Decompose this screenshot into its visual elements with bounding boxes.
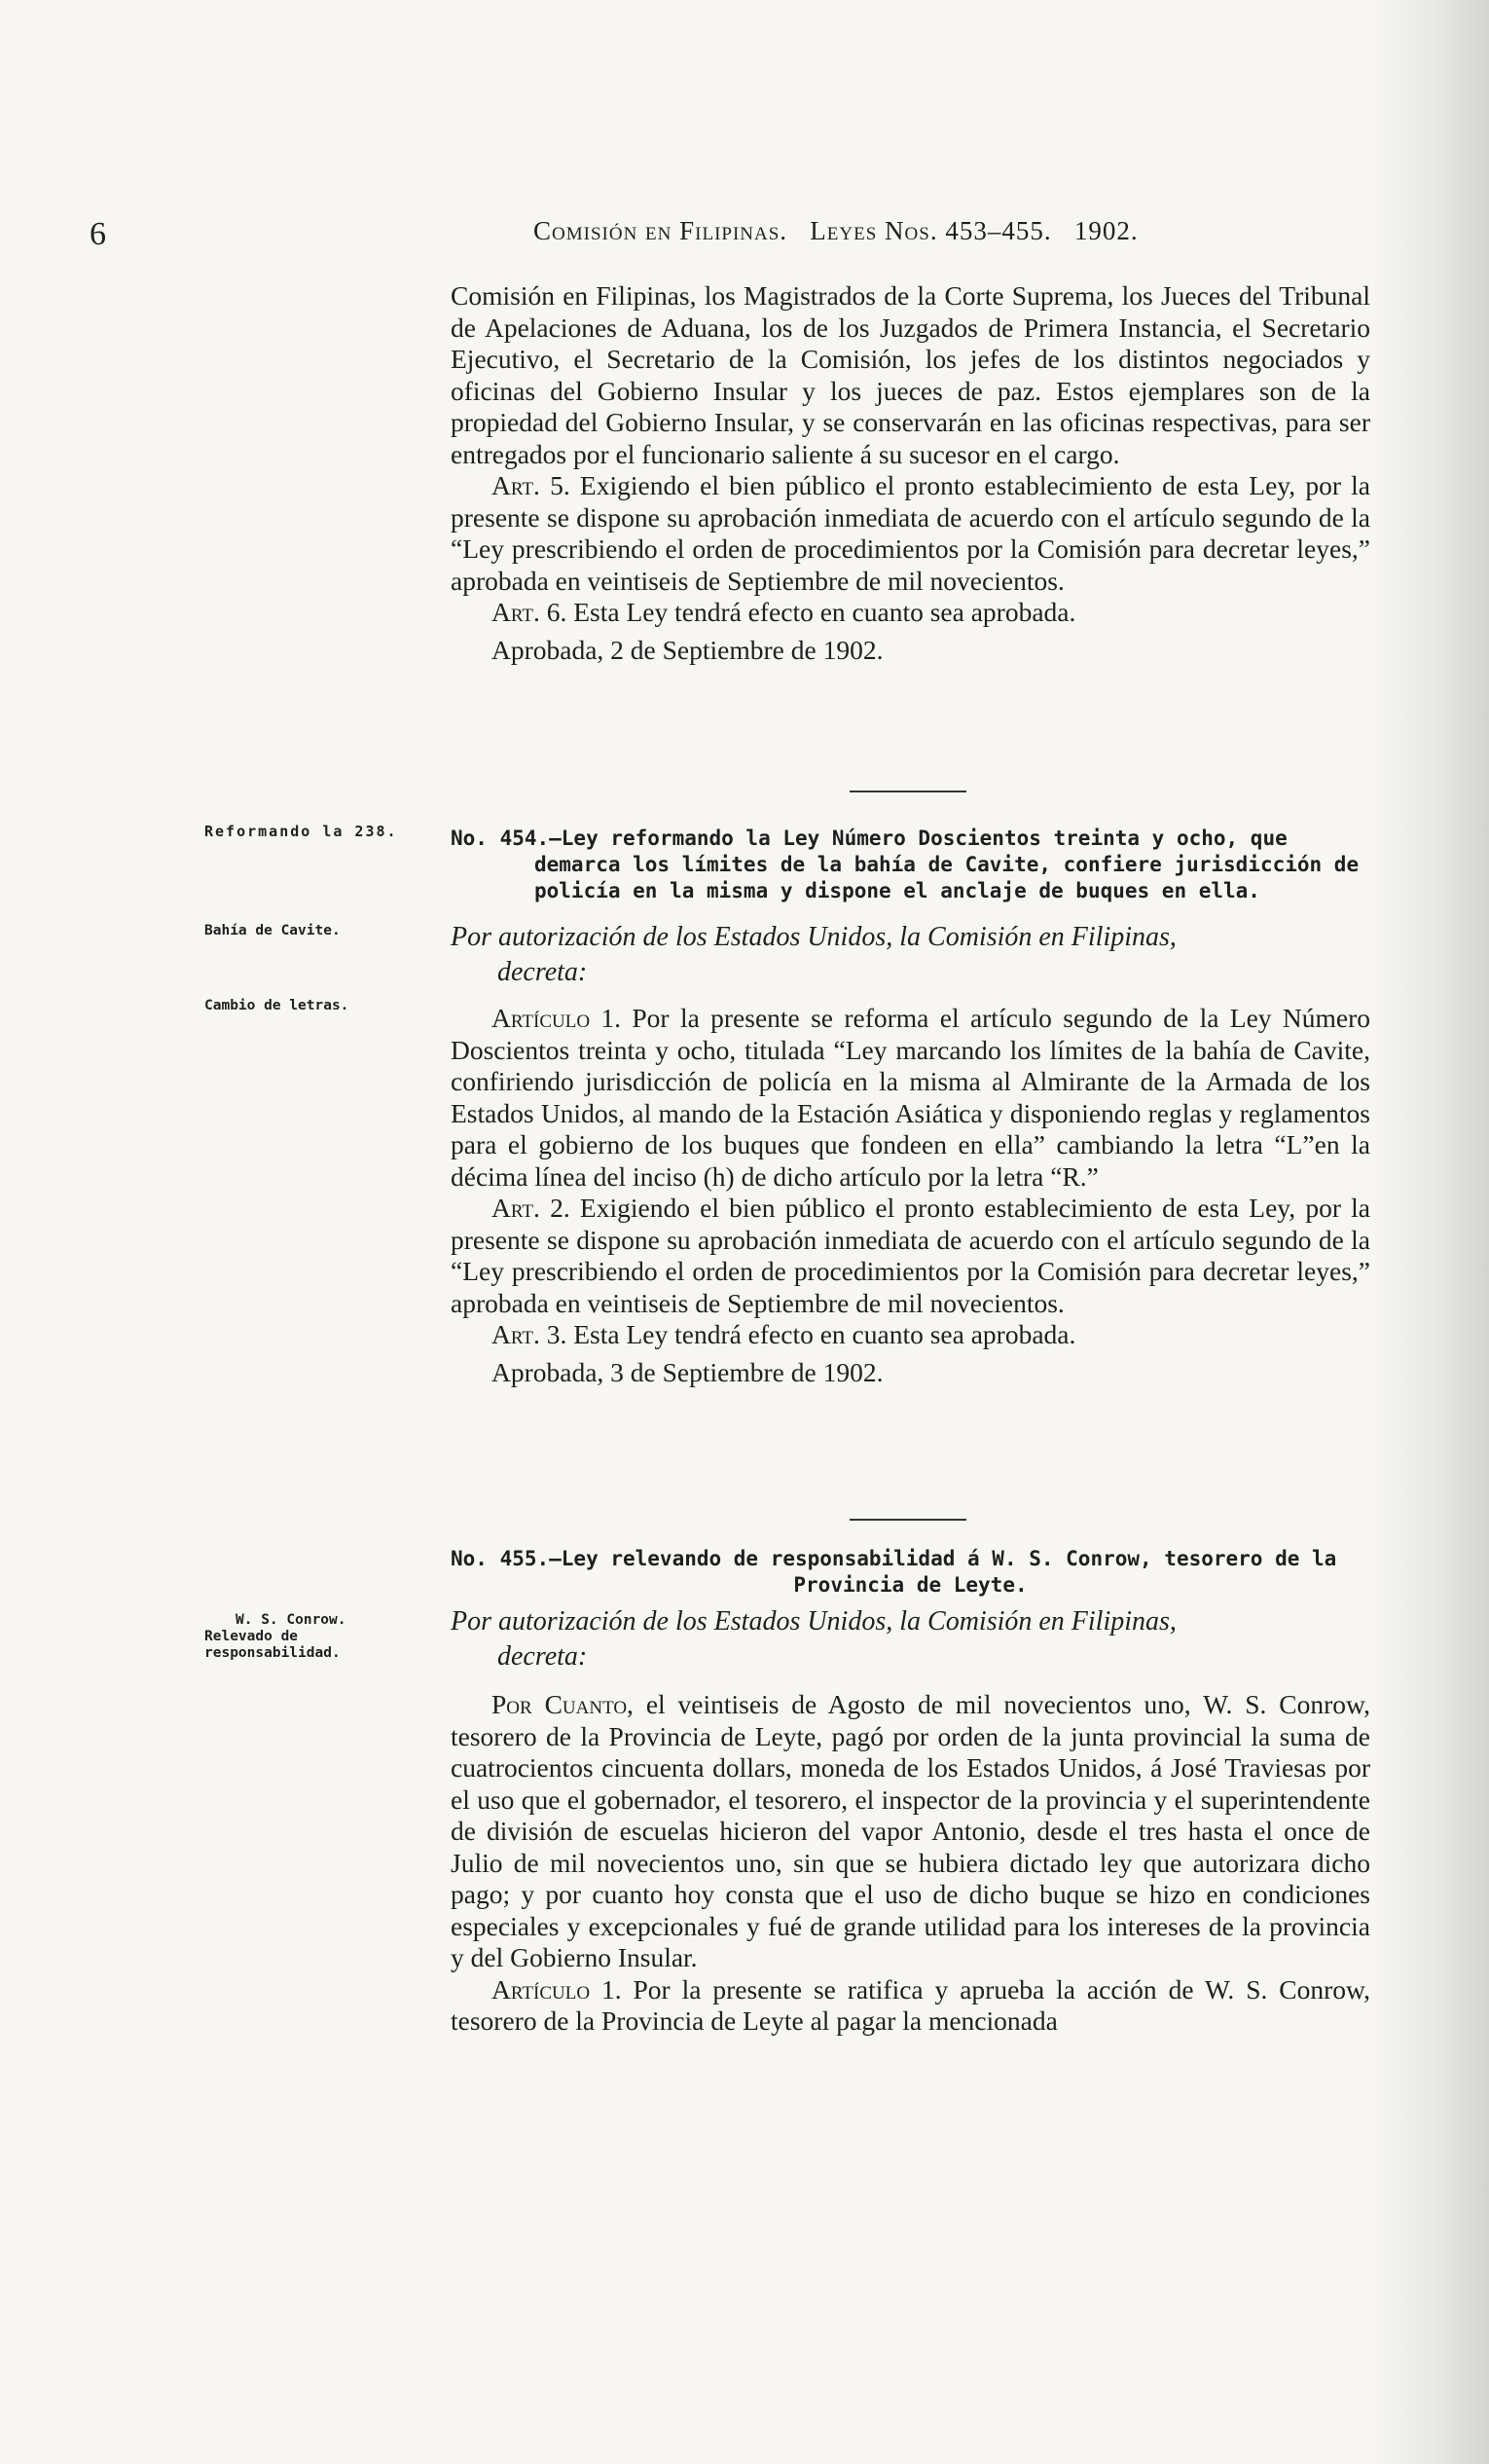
law454-approval: Aprobada, 3 de Septiembre de 1902. (491, 1356, 884, 1387)
article-text: Esta Ley tendrá efecto en cuanto sea aprobada. (573, 597, 1076, 627)
law453-article-6 (451, 597, 1370, 629)
margin-note-cambio: Cambio de letras. (204, 998, 349, 1013)
article-text: Exigiendo el bien público el pronto establecimiento de esta Ley, por la presente se dispone su aprobación inmediata de acuerdo con el artículo segundo de la “Ley prescribiendo el orden de procedimientos por la Comisión para decretar leyes,” aprobada en veintiseis de Septiembre de mil novecientos. (451, 1193, 1371, 1318)
margin-note-conrow-name: W. S. Conrow. (236, 1612, 346, 1628)
decreta-line: decreta: (497, 1641, 588, 1672)
margin-note-relevado: Relevado de responsabilidad. (204, 1629, 341, 1661)
law455-article-1 (451, 1974, 1370, 2038)
article-label: Artículo 1. (491, 1973, 622, 2004)
article-label: Artículo 1. (491, 1003, 622, 1033)
enacting-line: Por autorización de los Estados Unidos, la Comisión en Filipinas, (451, 922, 1177, 952)
law453-continuation (451, 280, 1370, 666)
article-text: Esta Ley tendrá efecto en cuanto sea aprobada. (573, 1319, 1076, 1349)
law453-article-5 (451, 470, 1370, 597)
page-number: 6 (90, 216, 106, 252)
page-edge-shadow (1372, 0, 1489, 2464)
law455-heading-line2: Provincia de Leyte. (793, 1573, 1028, 1597)
law454-heading (451, 826, 1370, 904)
article-text: Por la presente se reforma el artículo segundo de la Ley Número Doscientos treinta y ocho, titulada “Ley marcando los límites de la bahía de Cavite, confiriendo jurisdicción de policía en la misma al Almirante de la Armada de los Estados Unidos, al mando de la Estación Asiática y disponiendo reglas y reglamentos para el gobierno de los buques que fondeen en ella” cambiando la letra “L”en la décima línea del inciso (h) de dicho artículo por la letra “R.” (451, 1003, 1371, 1192)
running-laws: Leyes Nos. 453–455. (810, 216, 1052, 245)
whereas-label: Por Cuanto, (491, 1689, 634, 1719)
law455-body (451, 1689, 1370, 2038)
article-label: Art. 2. (491, 1193, 570, 1223)
law454-article-2 (451, 1193, 1370, 1319)
law454-enacting-clause (451, 920, 1370, 990)
article-label: Art. 5. (491, 470, 570, 500)
law455-heading (451, 1546, 1370, 1599)
running-header (533, 216, 1139, 246)
separator-rule (850, 791, 966, 792)
running-year: 1902. (1073, 216, 1139, 245)
article-text: Por la presente se ratifica y aprueba la acción de W. S. Conrow, tesorero de la Provincia de Leyte al pagar la mencionada (451, 1973, 1370, 2036)
law453-approval: Aprobada, 2 de Septiembre de 1902. (491, 634, 884, 665)
enacting-line: Por autorización de los Estados Unidos, la Comisión en Filipinas, (451, 1606, 1177, 1637)
separator-rule (850, 1519, 966, 1521)
article-text: Exigiendo el bien público el pronto establecimiento de esta Ley, por la presente se dispone su aprobación inmediata de acuerdo con el artículo segundo de la “Ley prescribiendo el orden de procedimientos por la Comisión para decretar leyes,” aprobada en veintiseis de Septiembre de mil novecientos. (451, 470, 1371, 596)
law455-heading-line1: No. 455.—Ley relevando de responsabilidad á W. S. Conrow, tesorero de la (451, 1547, 1337, 1570)
running-title: Comisión en Filipinas. (533, 216, 788, 245)
law454-article-3 (451, 1319, 1370, 1351)
article-label: Art. 3. (491, 1319, 567, 1349)
article-label: Art. 6. (491, 597, 567, 627)
paragraph-continued: Comisión en Filipinas, los Magistrados de la Corte Suprema, los Jueces del Tribunal de Apelaciones de Aduana, los de los Juzgados de Primera Instancia, el Secretario Ejecutivo, el Secretario de la Comisión, los jefes de los distintos negociados y oficinas del Gobierno Insular y los jueces de paz. Estos ejemplares son de la propiedad del Gobierno Insular, y se conservarán en las oficinas respectivas, para ser entregados por el funcionario saliente á su sucesor en el cargo. (451, 280, 1370, 469)
law455-enacting-clause (451, 1604, 1370, 1674)
law454-body (451, 1003, 1370, 1388)
law454-heading-text: No. 454.—Ley reformando la Ley Número Doscientos treinta y ocho, que demarca los límites de la bahía de Cavite, confiere jurisdicción de policía en la misma y dispone el anclaje de buques en ella. (451, 827, 1360, 902)
law454-article-1 (451, 1003, 1370, 1193)
decreta-line: decreta: (497, 957, 588, 987)
margin-note-reformando: Reformando la 238. (204, 823, 398, 840)
law455-whereas (451, 1689, 1370, 1974)
margin-note-conrow (204, 1612, 426, 1662)
margin-note-bahia: Bahía de Cavite. (204, 923, 341, 938)
whereas-text: el veintiseis de Agosto de mil novecientos uno, W. S. Conrow, tesorero de la Provincia de Leyte, pagó por orden de la junta provincial la suma de cuatrocientos cincuenta dollars, moneda de los Estados Unidos, á José Traviesas por el uso que el gobernador, el tesorero, el inspector de la provincia y el superintendente de división de escuelas hicieron del vapor Antonio, desde el tres hasta el once de Julio de mil novecientos uno, sin que se hubiera dictado ley que autorizara dicho pago; y por cuanto hoy consta que el uso de dicho buque se hizo en condiciones especiales y excepcionales y fué de grande utilidad para los intereses de la provincia y del Gobierno Insular. (451, 1689, 1370, 1972)
